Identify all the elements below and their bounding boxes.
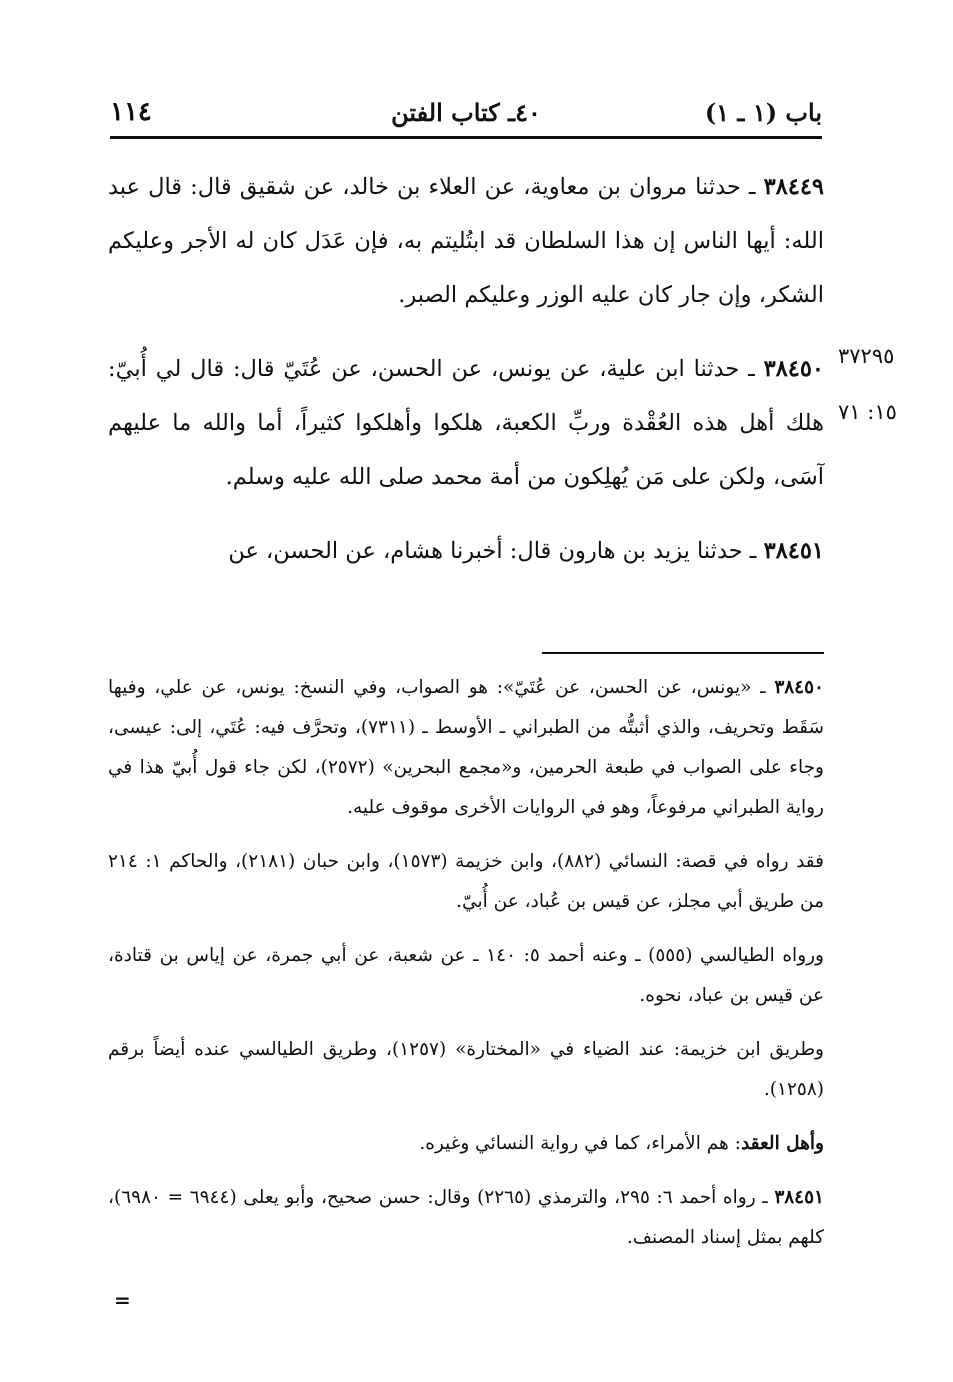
footnote-text: ـ «يونس، عن الحسن، عن عُتَيّ»: هو الصواب، وفي النسخ: يونس، عن علي، وفيها سَقَط وتحريف، والذي أثبتُّه من الطبراني ـ الأوسط ـ (٧٣١١)، وتحرَّف فيه: عُتَي، إلى: عيسى، وجاء على الصواب في طبعة الحرمين، و«مجمع البحرين» (٢٥٧٢)، لكن جاء قول أُبيّ هذا في رواية الطبراني مرفوعاً، وهو في الروايات الأخرى موقوف عليه.: [108, 677, 824, 818]
hadith-text: ـ حدثنا ابن علية، عن يونس، عن الحسن، عن عُتَيّ قال: قال لي أُبيّ: هلك أهل هذه العُقْدة وربِّ الكعبة، هلكوا وأهلكوا كثيراً، أما والله ما عليهم آسَى، ولكن على مَن يُهلِكون من أمة محمد صلى الله عليه وسلم.: [108, 356, 824, 490]
chapter-title: ٤٠ـ كتاب الفتن: [391, 97, 541, 127]
page-number: ١١٤: [110, 97, 152, 127]
hadith-paragraph: [108, 524, 824, 578]
hadith-number: ٣٨٤٤٩: [763, 174, 824, 200]
footnote-term: وأهل العقد: [740, 1133, 824, 1154]
footnote: فقد رواه في قصة: النسائي (٨٨٢)، وابن خزيمة (١٥٧٣)، وابن حبان (٢١٨١)، والحاكم ١: ٢١٤ من طريق أبي مجلز، عن قيس بن عُباد، عن أُبيّ.: [108, 851, 824, 912]
margin-reference: ١٥: ٧١: [838, 400, 897, 424]
footnotes: [108, 668, 824, 1272]
hadith-number: ٣٨٤٥١: [763, 538, 824, 564]
footnote-number: ٣٨٤٥٠: [774, 677, 824, 698]
footnote-text: : هم الأمراء، كما في رواية النسائي وغيره.: [419, 1133, 741, 1154]
footnote-text: ـ رواه أحمد ٦: ٢٩٥، والترمذي (٢٢٦٥) وقال: حسن صحيح، وأبو يعلى (٦٩٤٤ = ٦٩٨٠)، كلهم بمثل إسناد المصنف.: [108, 1187, 824, 1248]
hadith-text: ـ حدثنا يزيد بن هارون قال: أخبرنا هشام، عن الحسن، عن: [228, 538, 764, 564]
footnote-rule: [542, 652, 824, 654]
continuation-mark: =: [114, 1288, 131, 1312]
footnote: ورواه الطيالسي (٥٥٥) ـ وعنه أحمد ٥: ١٤٠ ـ عن شعبة، عن أبي جمرة، عن إياس بن قتادة، عن قيس بن عباد، نحوه.: [108, 945, 824, 1006]
main-text: [108, 160, 824, 598]
footnote: وطريق ابن خزيمة: عند الضياء في «المختارة» (١٢٥٧)، وطريق الطيالسي عنده أيضاً برقم (١٢٥٨).: [108, 1039, 824, 1100]
header-rule: [110, 136, 822, 139]
footnote-number: ٣٨٤٥١: [774, 1187, 824, 1208]
hadith-number: ٣٨٤٥٠: [763, 356, 824, 382]
hadith-paragraph: [108, 160, 824, 322]
footnote: [108, 1124, 824, 1164]
footnote: [108, 668, 824, 828]
section-title: باب (١ ـ ١): [704, 97, 822, 127]
page-header: [110, 92, 822, 132]
hadith-paragraph: [108, 342, 824, 504]
footnote: [108, 1178, 824, 1258]
margin-reference: ٣٧٢٩٥: [838, 344, 895, 368]
hadith-text: ـ حدثنا مروان بن معاوية، عن العلاء بن خالد، عن شقيق قال: قال عبد الله: أيها الناس إن هذا السلطان قد ابتُليتم به، فإن عَدَل كان له الأجر وعليكم الشكر، وإن جار كان عليه الوزر وعليكم الصبر.: [108, 174, 824, 308]
